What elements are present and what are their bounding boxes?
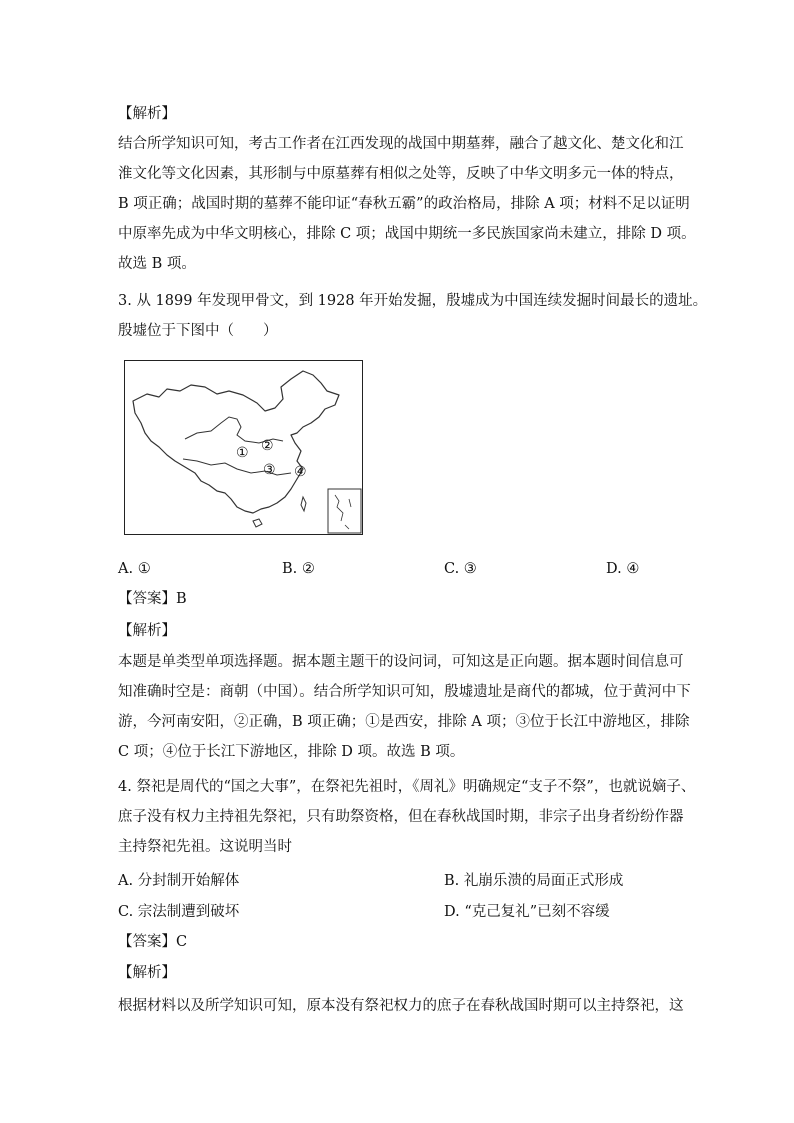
question-3-stem: 殷墟位于下图中（ ） — [118, 323, 278, 339]
option-b: B. ② — [282, 561, 315, 577]
analysis-label: 【解析】 — [118, 623, 176, 639]
analysis-text-line: 中原率先成为中华文明核心，排除 C 项；战国中期统一多民族国家尚未建立，排除 D 项。 — [118, 226, 696, 242]
option-c: C. 宗法制遭到破坏 — [118, 904, 240, 920]
analysis-text-line: 根据材料以及所学知识可知，原本没有祭祀权力的庶子在春秋战国时期可以主持祭祀，这 — [118, 998, 684, 1014]
map-marker-3: ③ — [263, 462, 276, 478]
option-a: A. ① — [118, 561, 151, 577]
question-4-stem: 4. 祭祀是周代的“国之大事”，在祭祀先祖时，《周礼》明确规定“支子不祭”，也就说嫡子、 — [118, 779, 696, 795]
analysis-text-line: 游，今河南安阳，②正确，B 项正确；①是西安，排除 A 项；③位于长江中游地区，排除 — [118, 714, 690, 730]
analysis-text-line: 结合所学知识可知，考古工作者在江西发现的战国中期墓葬，融合了越文化、楚文化和江 — [118, 136, 684, 152]
option-c: C. ③ — [444, 561, 477, 577]
analysis-label: 【解析】 — [118, 965, 176, 981]
map-marker-1: ① — [236, 445, 249, 461]
analysis-label: 【解析】 — [118, 106, 176, 122]
option-b: B. 礼崩乐溃的局面正式形成 — [444, 873, 624, 889]
answer-label: 【答案】C — [118, 934, 188, 950]
analysis-text-line: 本题是单类型单项选择题。据本题主题干的设问词，可知这是正向题。据本题时间信息可 — [118, 654, 684, 670]
question-4-stem: 主持祭祀先祖。这说明当时 — [118, 839, 292, 855]
option-a: A. 分封制开始解体 — [118, 873, 240, 889]
question-4-stem: 庶子没有权力主持祖先祭祀，只有助祭资格，但在春秋战国时期，非宗子出身者纷纷作器 — [118, 809, 684, 825]
option-d: D. ④ — [606, 561, 640, 577]
answer-label: 【答案】B — [118, 591, 187, 607]
analysis-text-line: 淮文化等文化因素，其形制与中原墓葬有相似之处等，反映了中华文明多元一体的特点， — [118, 166, 684, 182]
analysis-text-line: C 项；④位于长江下游地区，排除 D 项。故选 B 项。 — [118, 744, 465, 760]
analysis-text-line: 知准确时空是：商朝（中国）。结合所学知识可知，殷墟遗址是商代的都城，位于黄河中下 — [118, 684, 691, 700]
option-d: D. “克己复礼”已刻不容缓 — [444, 904, 610, 920]
map-marker-4: ④ — [294, 464, 307, 480]
question-3-stem: 3. 从 1899 年发现甲骨文，到 1928 年开始发掘，殷墟成为中国连续发掘时间最长的遗址。 — [118, 293, 708, 309]
analysis-text-line: 故选 B 项。 — [118, 256, 196, 272]
map-marker-2: ② — [261, 438, 274, 454]
china-map-figure — [124, 360, 363, 535]
analysis-text-line: B 项正确；战国时期的墓葬不能印证“春秋五霸”的政治格局，排除 A 项；材料不足以证明 — [118, 196, 690, 212]
